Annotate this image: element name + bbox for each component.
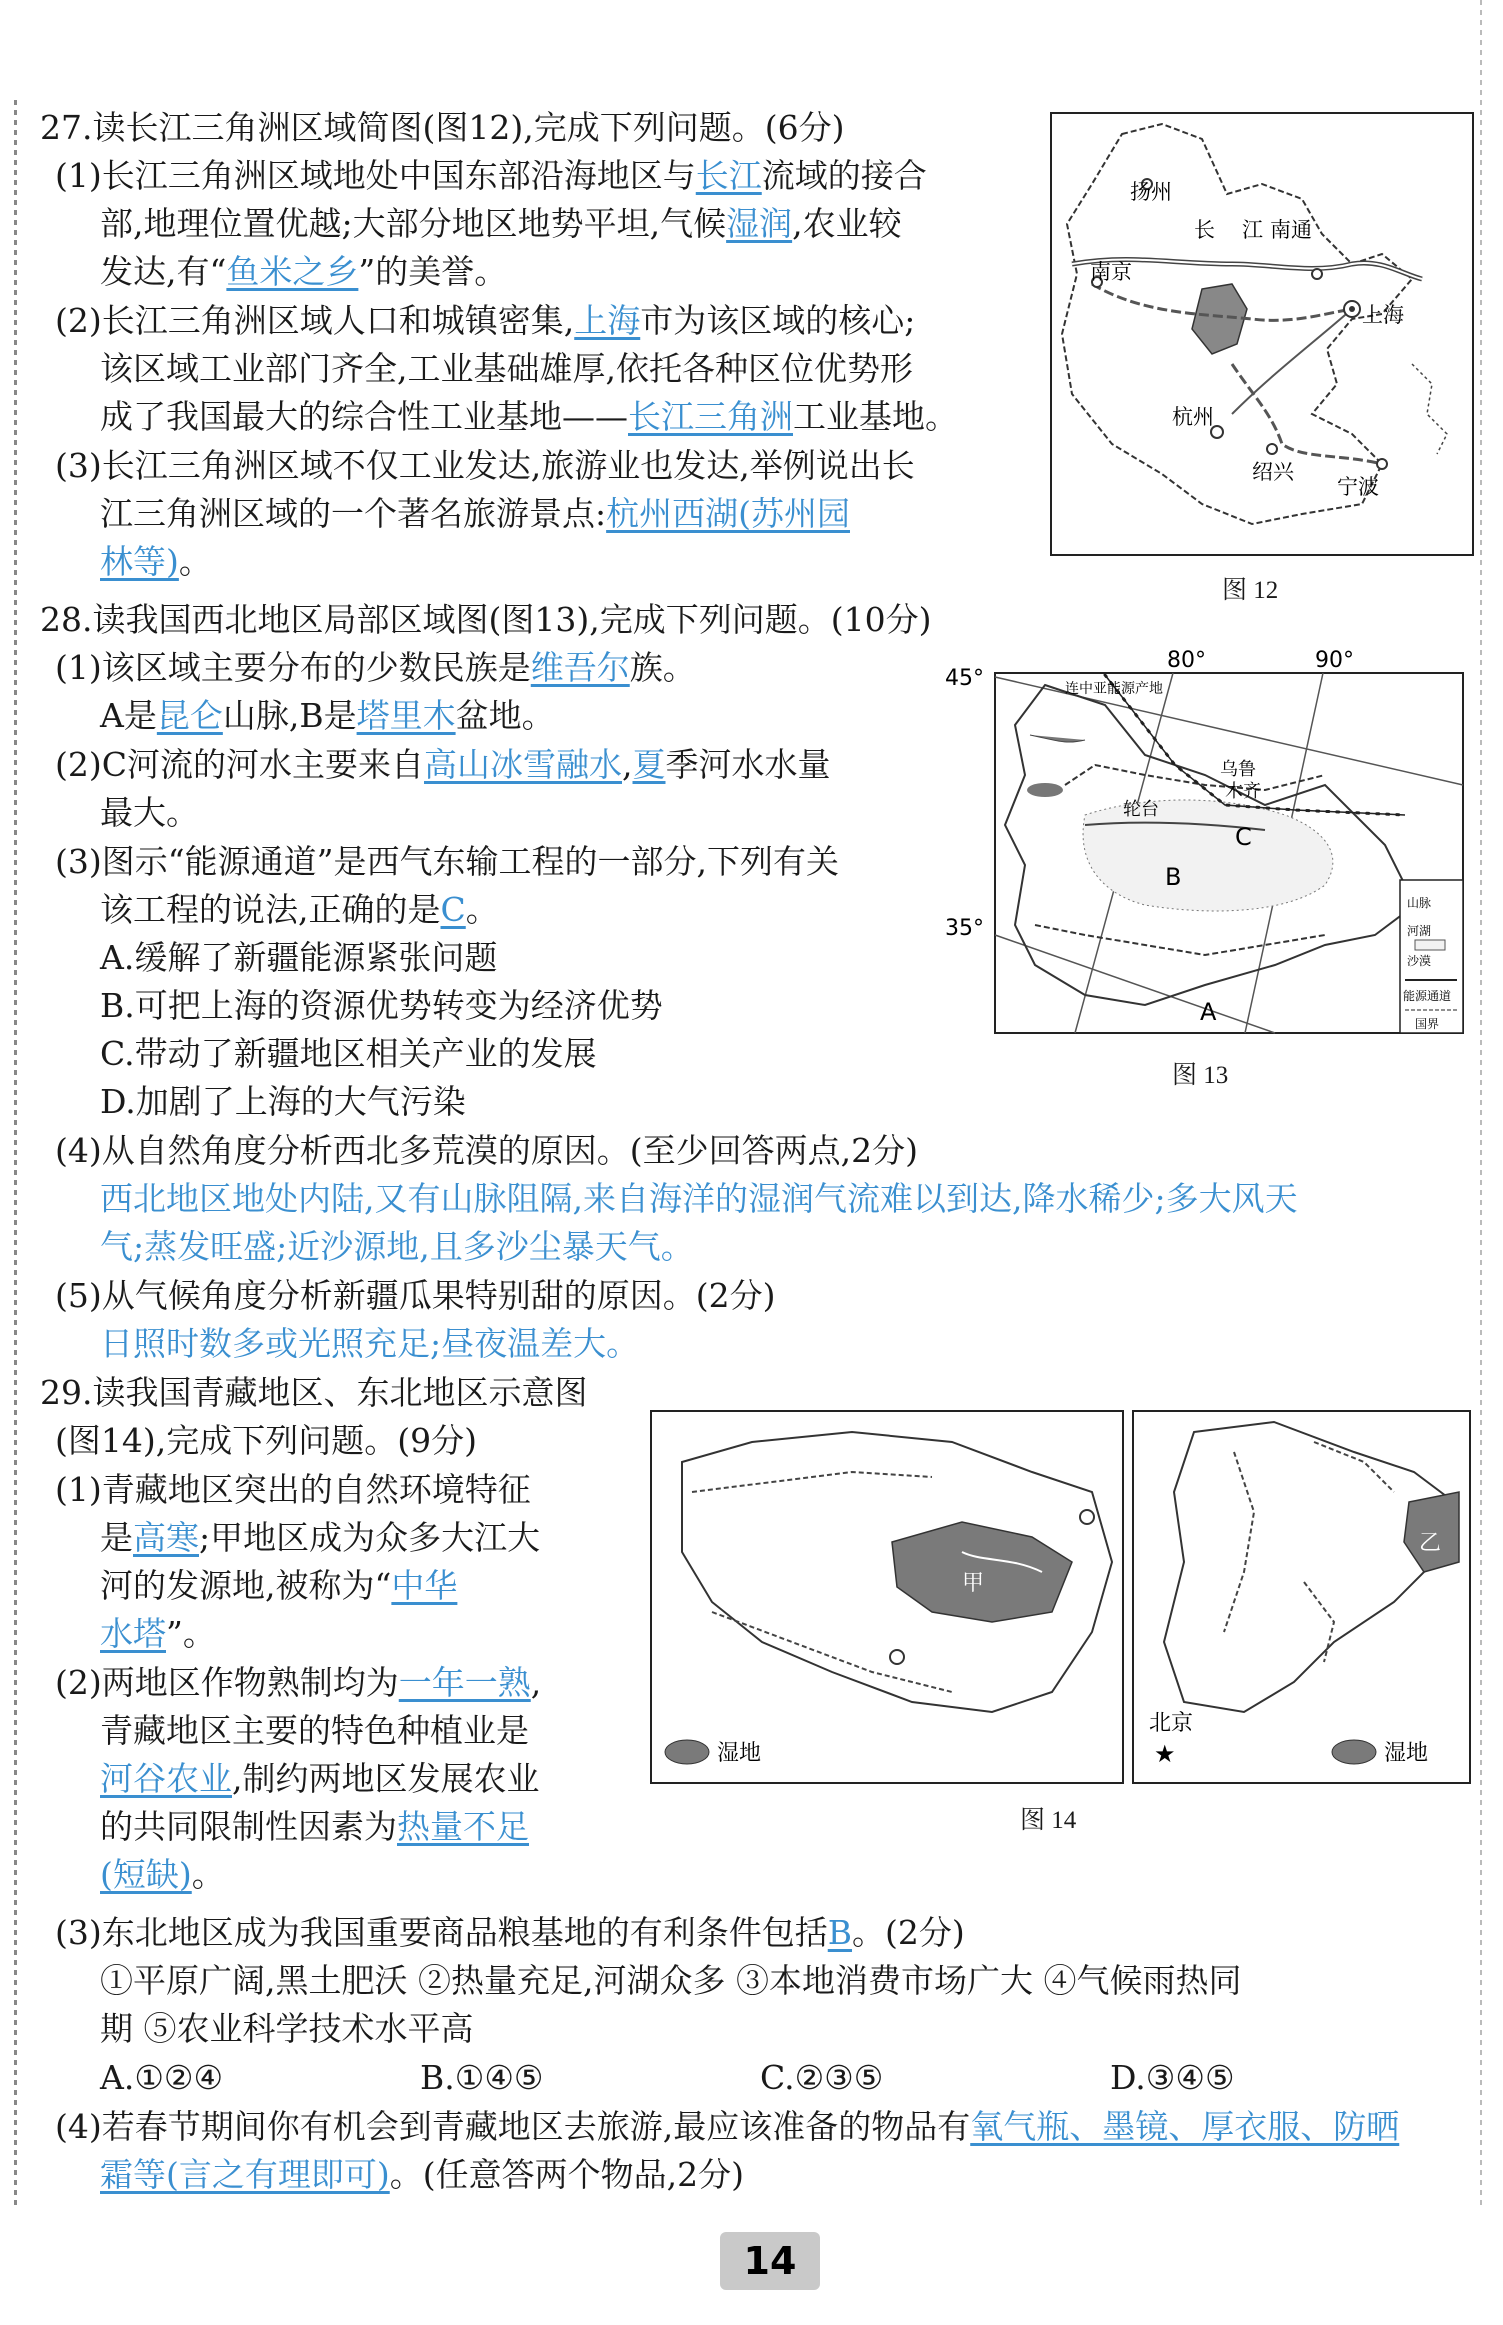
- answer-blank: 林等): [100, 542, 179, 581]
- legend-label: 河湖: [1407, 924, 1432, 938]
- lon-label: 90°: [1315, 648, 1354, 673]
- q29-part2-line2: 青藏地区主要的特色种植业是: [100, 1711, 529, 1750]
- q27-part1-line1: (1)长江三角洲区域地处中国东部沿海地区与长江流域的接合: [55, 156, 927, 195]
- q29-part1-line2: 是高寒;甲地区成为众多大江大: [100, 1518, 541, 1557]
- q29-title-line1: 29.读我国青藏地区、东北地区示意图: [40, 1373, 588, 1412]
- right-dotted-rule: [1480, 0, 1482, 2210]
- legend-label: 山脉: [1407, 896, 1432, 910]
- map-label: 连中亚能源产地: [1065, 681, 1163, 697]
- city-dot: [1267, 444, 1277, 454]
- map-label: 乌鲁: [1220, 759, 1256, 780]
- answer-blank: B: [827, 1913, 853, 1952]
- answer-blank: 一年一熟: [398, 1663, 531, 1702]
- q27-part3-line2: 江三角洲区域的一个著名旅游景点:杭州西湖(苏州园: [100, 494, 850, 533]
- answer-blank: (短缺): [100, 1855, 192, 1894]
- q29-part2-line5: (短缺)。: [100, 1855, 225, 1894]
- figure-14-northeast-map: [1132, 1410, 1471, 1784]
- map-label: 南通: [1270, 218, 1312, 242]
- map-label: 木齐: [1225, 781, 1261, 802]
- map-label: B: [1165, 863, 1182, 891]
- q27-title: 27.读长江三角洲区域简图(图12),完成下列问题。(6分): [40, 108, 845, 147]
- answer-blank: 高山冰雪融水: [424, 745, 622, 784]
- daxinganling-mountains: [1224, 1452, 1254, 1632]
- city-dot: [890, 1650, 904, 1664]
- map-label: C: [1235, 823, 1252, 851]
- figure-14-qinghai-tibet-map: [650, 1410, 1124, 1784]
- q29-option-c: C.②③⑤: [760, 2058, 884, 2097]
- q29-option-b: B.①④⑤: [420, 2058, 544, 2097]
- q28-option-b: B.可把上海的资源优势转变为经济优势: [100, 986, 663, 1025]
- q28-option-d: D.加剧了上海的大气污染: [100, 1082, 466, 1121]
- legend-label: 湿地: [1384, 1741, 1429, 1766]
- left-dotted-rule: [14, 100, 17, 2210]
- q27-part3-line3: 林等)。: [100, 542, 212, 581]
- q28-part4-answer-line1: 西北地区地处内陆,又有山脉阻隔,来自海洋的湿润气流难以到达,降水稀少;多大风天: [100, 1179, 1298, 1218]
- city-dot: [1377, 459, 1387, 469]
- q28-part3-line1: (3)图示“能源通道”是西气东输工程的一部分,下列有关: [55, 842, 839, 881]
- q28-part5-answer: 日照时数多或光照充足;昼夜温差大。: [100, 1324, 640, 1363]
- map-label: 绍兴: [1252, 460, 1294, 484]
- answer-blank: 水塔: [100, 1614, 166, 1653]
- figure-13-caption: 图 13: [1172, 1062, 1229, 1089]
- city-dot: [1080, 1510, 1094, 1524]
- lat-label: 35°: [945, 916, 984, 941]
- q28-part1-line1: (1)该区域主要分布的少数民族是维吾尔族。: [55, 648, 696, 687]
- map-label: 轮台: [1123, 799, 1159, 820]
- lon-label: 80°: [1167, 648, 1206, 673]
- answer-blank: 热量不足: [397, 1807, 529, 1846]
- coastline: [1412, 364, 1447, 454]
- q27-part3-line1: (3)长江三角洲区域不仅工业发达,旅游业也发达,举例说出长: [55, 446, 915, 485]
- answer-blank: C: [440, 890, 466, 929]
- himalaya-mountains: [712, 1612, 952, 1692]
- answer-blank: 氧气瓶、墨镜、厚衣服、防晒: [970, 2107, 1400, 2146]
- figure-13-map: [945, 645, 1465, 1045]
- q27-part1-line2: 部,地理位置优越;大部分地区地势平坦,气候湿润,农业较: [100, 204, 902, 243]
- q29-part2-line1: (2)两地区作物熟制均为一年一熟,: [55, 1663, 542, 1702]
- mountain-range: [692, 1472, 932, 1492]
- map-label: 杭州: [1172, 405, 1214, 429]
- map-label: 宁波: [1337, 475, 1379, 499]
- q29-option-a: A.①②④: [100, 2058, 224, 2097]
- map-label: 长: [1194, 218, 1215, 242]
- wetland-legend-swatch: [1332, 1740, 1376, 1764]
- map-label: 扬州: [1130, 180, 1172, 204]
- q28-part2-line1: (2)C河流的河水主要来自高山冰雪融水,夏季河水水量: [55, 745, 831, 784]
- answer-blank: 中华: [391, 1566, 458, 1605]
- legend-label: 沙漠: [1407, 954, 1432, 968]
- q29-part2-line4: 的共同限制性因素为热量不足: [100, 1807, 529, 1846]
- answer-blank: 维吾尔: [530, 648, 630, 687]
- legend-label: 国界: [1415, 1017, 1440, 1031]
- taihu-lake: [1192, 284, 1247, 354]
- q28-part4: (4)从自然角度分析西北多荒漠的原因。(至少回答两点,2分): [55, 1131, 918, 1170]
- map-label: 江: [1242, 218, 1263, 242]
- q29-part4-line2: 霜等(言之有理即可)。(任意答两个物品,2分): [100, 2155, 744, 2194]
- q27-part2-line1: (2)长江三角洲区域人口和城镇密集,上海市为该区域的核心;: [55, 301, 916, 340]
- map-label: 甲: [962, 1571, 985, 1596]
- answer-blank: 河谷农业: [100, 1759, 232, 1798]
- q28-part2-line2: 最大。: [100, 793, 199, 832]
- q28-part4-answer-line2: 气;蒸发旺盛;近沙源地,且多沙尘暴天气。: [100, 1227, 694, 1266]
- answer-blank: 湿润: [726, 204, 793, 243]
- q29-part1-line1: (1)青藏地区突出的自然环境特征: [55, 1470, 531, 1509]
- map-label: 上海: [1362, 303, 1404, 327]
- answer-blank: 高寒: [133, 1518, 199, 1557]
- map-label: 乙: [1419, 1531, 1442, 1556]
- map-label: 南京: [1090, 260, 1132, 284]
- q29-part2-line3: 河谷农业,制约两地区发展农业: [100, 1759, 540, 1798]
- wetland-legend-swatch: [665, 1740, 709, 1764]
- q28-option-c: C.带动了新疆地区相关产业的发展: [100, 1034, 597, 1073]
- xiaoxinganling-mountains: [1314, 1442, 1394, 1492]
- q28-part5: (5)从气候角度分析新疆瓜果特别甜的原因。(2分): [55, 1276, 776, 1315]
- q29-part4-line1: (4)若春节期间你有机会到青藏地区去旅游,最应该准备的物品有氧气瓶、墨镜、厚衣服、防晒: [55, 2107, 1400, 2146]
- q29-part1-line3: 河的发源地,被称为“中华: [100, 1566, 458, 1605]
- figure-12-map: [1050, 112, 1474, 556]
- q28-part3-line2: 该工程的说法,正确的是C。: [100, 890, 499, 929]
- q27-part2-line3: 成了我国最大的综合性工业基地——长江三角洲工业基地。: [100, 397, 958, 436]
- answer-blank: 上海: [574, 301, 641, 340]
- changbai-mountains: [1304, 1582, 1334, 1662]
- answer-blank: 鱼米之乡: [226, 252, 359, 291]
- answer-blank: 霜等(言之有理即可): [100, 2155, 390, 2194]
- star-icon: ★: [1154, 1740, 1176, 1768]
- answer-blank: 长江三角洲: [628, 397, 793, 436]
- lake: [1027, 783, 1063, 797]
- q29-part3-line3: 期 ⑤农业科学技术水平高: [100, 2009, 474, 2048]
- northeast-boundary: [1164, 1422, 1454, 1712]
- answer-blank: 塔里木: [356, 696, 456, 735]
- railway: [1232, 364, 1382, 464]
- q27-part2-line2: 该区域工业部门齐全,工业基础雄厚,依托各种区位优势形: [100, 349, 913, 388]
- answer-blank: 夏: [632, 745, 666, 784]
- q28-option-a: A.缓解了新疆能源紧张问题: [100, 938, 498, 977]
- page-number: 14: [720, 2232, 820, 2290]
- city-dot: [1312, 269, 1322, 279]
- q28-title: 28.读我国西北地区局部区域图(图13),完成下列问题。(10分): [40, 600, 932, 639]
- figure-14-caption: 图 14: [1020, 1807, 1077, 1834]
- q28-part1-line2: A是昆仑山脉,B是塔里木盆地。: [100, 696, 555, 735]
- map-label: 北京: [1149, 1711, 1194, 1736]
- answer-blank: 昆仑: [156, 696, 223, 735]
- q29-title-line2: (图14),完成下列问题。(9分): [55, 1421, 477, 1460]
- q29-part3-line2: ①平原广阔,黑土肥沃 ②热量充足,河湖众多 ③本地消费市场广大 ④气候雨热同: [100, 1961, 1242, 2000]
- figure-12-caption: 图 12: [1222, 577, 1279, 604]
- q27-part1-line3: 发达,有“鱼米之乡”的美誉。: [100, 252, 508, 291]
- map-label: A: [1200, 998, 1217, 1026]
- lat-label: 45°: [945, 666, 984, 691]
- q29-option-d: D.③④⑤: [1110, 2058, 1235, 2097]
- legend-label: 能源通道: [1403, 989, 1452, 1003]
- answer-blank: 杭州西湖(苏州园: [606, 494, 850, 533]
- q29-part3-line1: (3)东北地区成为我国重要商品粮基地的有利条件包括B。(2分): [55, 1913, 965, 1952]
- legend-label: 湿地: [717, 1741, 762, 1766]
- answer-blank: 长江: [695, 156, 762, 195]
- q29-part1-line4: 水塔”。: [100, 1614, 216, 1653]
